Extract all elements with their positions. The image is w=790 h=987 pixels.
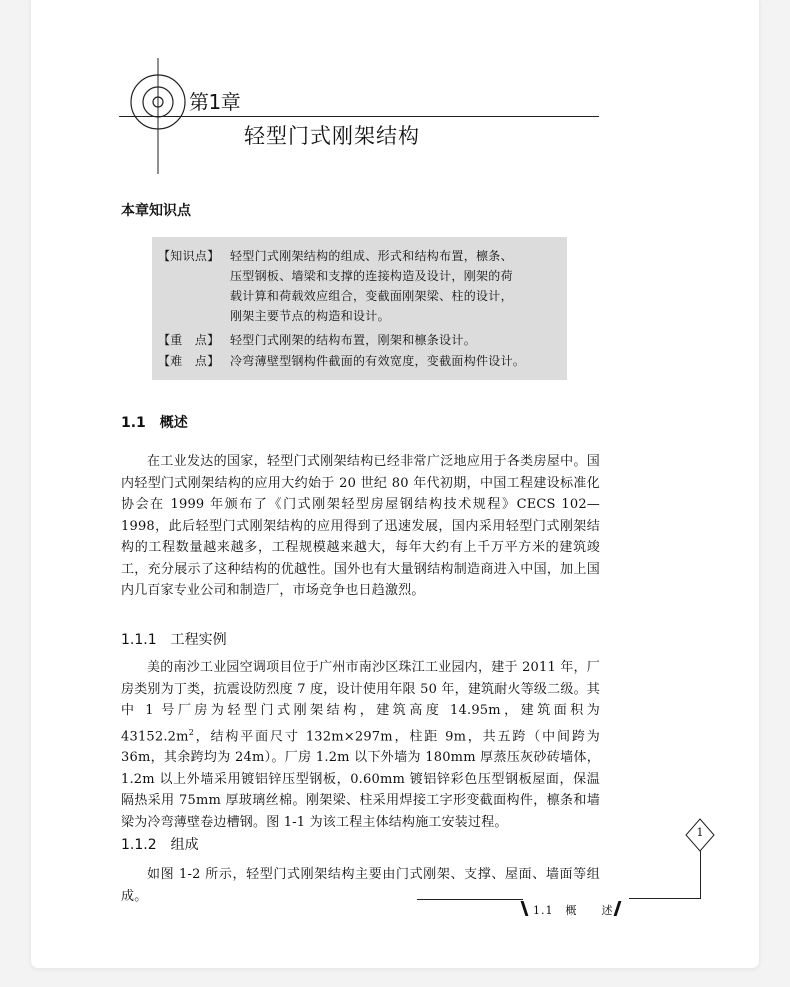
knowledge-line: 载计算和荷载效应组合，变截面刚架梁、柱的设计， (230, 289, 513, 303)
section-1-1-heading: 1.1 概述 (121, 415, 188, 431)
paragraph-text: 如图 1-2 所示，轻型门式刚架结构主要由门式刚架、支撑、屋面、墙面等组成。 (121, 867, 600, 904)
overview-paragraph (121, 451, 600, 602)
running-head: 1.1 概 述 (533, 904, 614, 917)
book-page (30, 0, 760, 969)
knowledge-tag: 【知识点】 (158, 249, 220, 263)
page-number: 1 (696, 826, 704, 839)
superscript: 2 (188, 727, 194, 737)
chapter-title: 轻型门式刚架结构 (244, 124, 420, 148)
knowledge-heading: 本章知识点 (121, 203, 191, 219)
paragraph-text: 在工业发达的国家，轻型门式刚架结构已经非常广泛地应用于各类房屋中。国内轻型门式刚架结构的应用大约始于 20 世纪 80 年代初期，中国工程建设标准化协会在 1999 年颁布了《门式刚架轻型房屋钢结构技术规程》CECS 102—1998，此后轻型门式刚架结构的应用得到了迅速发展，国内采用轻型门式刚架结构的工程数量越来越多，工程规模越来越大，每年大约有上千万平方米的建筑竣工，充分展示了这种结构的优越性。国外也有大量钢结构制造商进入中国，加上国内几百家专业公司和制造厂，市场竞争也日趋激烈。 (121, 454, 600, 598)
footer-right-rule (629, 898, 701, 899)
section-1-1-2-heading: 1.1.2 组成 (121, 837, 199, 853)
knowledge-row-key (158, 330, 563, 350)
footer-left-rule (417, 899, 523, 900)
knowledge-line: 压型钢板、墙梁和支撑的连接构造及设计，刚架的荷 (230, 269, 513, 283)
knowledge-row-points (158, 246, 563, 326)
knowledge-box (152, 237, 567, 380)
footer-vertical-rule (700, 851, 701, 899)
composition-paragraph (121, 864, 600, 907)
knowledge-line: 轻型门式刚架结构的组成、形式和结构布置，檩条、 (230, 249, 513, 263)
knowledge-line: 刚架主要节点的构造和设计。 (230, 309, 390, 323)
paragraph-text: ，结构平面尺寸 132m×297m，柱距 9m，共五跨（中间跨为 36m，其余跨均为 24m）。厂房 1.2m 以下外墙为 180mm 厚蒸压灰砂砖墙体，1.2m 以上外墙采用镀铝锌压型钢板，0.60mm 镀铝锌彩色压型钢板屋面，保温隔热采用 75mm 厚玻璃丝棉。刚架梁、柱采用焊接工字形变截面构件，檩条和墙梁为冷弯薄壁卷边槽钢。图 1-1 为该工程主体结构施工安装过程。 (121, 728, 600, 830)
paragraph-text: 美的南沙工业园空调项目位于广州市南沙区珠江工业园内，建于 2011 年，厂房类别为丁类，抗震设防烈度 7 度，设计使用年限 50 年，建筑耐火等级二级。其中 1 号厂房为轻型门式刚架结构，建筑高度 14.95m，建筑面积为 43152.2m (121, 660, 600, 744)
knowledge-tag: 【难 点】 (158, 354, 220, 368)
knowledge-row-difficult (158, 351, 563, 371)
chapter-label: 第1章 (189, 90, 241, 114)
knowledge-line: 轻型门式刚架的结构布置，刚架和檩条设计。 (230, 333, 477, 347)
knowledge-tag: 【重 点】 (158, 333, 220, 347)
chapter-rule (119, 116, 599, 117)
footer-slash-mark (614, 901, 622, 916)
example-paragraph (121, 657, 600, 833)
section-1-1-1-heading: 1.1.1 工程实例 (121, 632, 227, 648)
knowledge-line: 冷弯薄壁型钢构件截面的有效宽度，变截面构件设计。 (230, 354, 526, 368)
